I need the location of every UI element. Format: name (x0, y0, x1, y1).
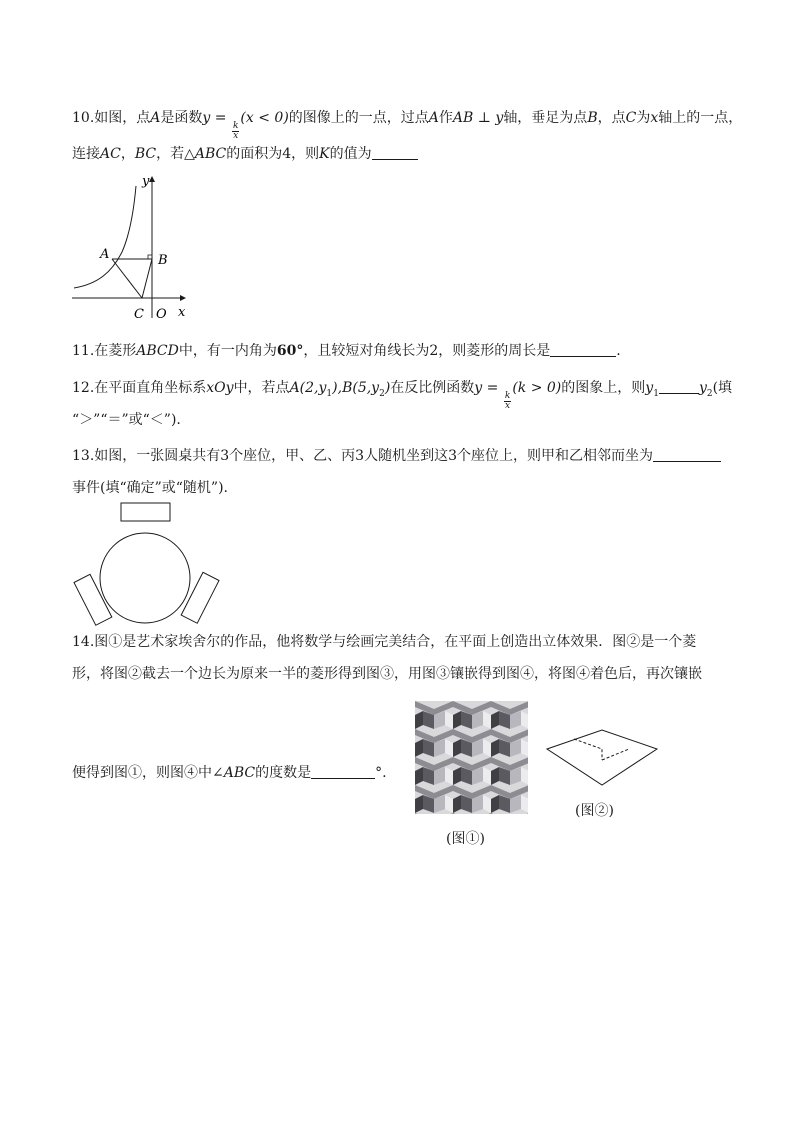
escher-tessellation-image (415, 701, 528, 814)
q14-line-2: 形，将图②截去一个边长为原来一半的菱形得到图③，用图③镶嵌得到图④，将图④着色后，再次镶嵌 (72, 666, 702, 682)
q13-line-1: 13.如图，一张圆桌共有3个座位，甲、乙、丙3人随机坐到这3个座位上，则甲和乙相邻而坐为 (72, 446, 721, 466)
q14-line-1: 14.图①是艺术家埃舍尔的作品，他将数学与绘画完美结合，在平面上创造出立体效果．图②是一个菱 (72, 634, 697, 650)
label-A: A (100, 247, 110, 262)
q13-line-2: 事件(填“确定”或“随机”). (72, 480, 229, 496)
seat-top (121, 503, 170, 521)
q13-answer-blank[interactable] (653, 447, 721, 462)
q10-answer-blank[interactable] (372, 145, 418, 160)
q14-line-3: 便得到图①，则图④中∠ABC的度数是 °. (72, 765, 387, 781)
x-axis-arrow (180, 295, 186, 301)
label-C: C (134, 307, 144, 322)
label-y: y (142, 174, 150, 189)
segment-AC (112, 259, 142, 298)
q12-answer-blank[interactable] (659, 379, 699, 394)
figure-1-caption: (图①) (446, 831, 485, 847)
q10-figure (68, 168, 198, 328)
y-axis-arrow (149, 176, 155, 182)
rhombus-dashed-cut-2 (602, 749, 629, 760)
q13-round-table-figure (66, 498, 226, 628)
hyperbola-curve (74, 186, 136, 288)
label-x: x (178, 305, 186, 320)
q12-fraction: $\frac{k}{x}$ (504, 391, 511, 411)
q12-line-1: 12.在平面直角坐标系xOy中，若点$A(2,y_1),B(5,y_2)$在反比例函数y = $\frac{k}{x}$ (k > 0)的图象上，则$y_1$ $y_2$(填 (72, 380, 733, 411)
q10-fraction: $\frac{k}{x}$ (232, 121, 239, 141)
segment-BC (142, 259, 152, 298)
seat-right (181, 572, 219, 623)
q11-answer-blank[interactable] (550, 342, 616, 357)
label-B: B (158, 253, 168, 268)
rhombus-figure (544, 727, 660, 789)
rhombus-dashed-cut (574, 739, 602, 760)
round-table (100, 533, 190, 623)
figure-2-caption: (图②) (575, 803, 614, 819)
right-angle-mark (148, 255, 152, 259)
q11-line: 11.在菱形ABCD中，有一内角为60°，且较短对角线长为2，则菱形的周长是 . (72, 343, 621, 359)
rhombus-outline (547, 730, 657, 785)
q14-answer-blank[interactable] (311, 764, 375, 779)
label-O: O (156, 307, 167, 322)
q10-line-1: 10.如图，点A是函数y = $\frac{k}{x}$ (x < 0)的图像上的一点，过点A作AB ⊥ y轴，垂足为点B，点C为x轴上的一点， (72, 110, 743, 141)
q10-line-2: 连接AC，BC，若△ABC的面积为4，则K的值为 (72, 144, 418, 164)
q12-line-2: “＞”“＝”或“＜”). (72, 412, 181, 428)
